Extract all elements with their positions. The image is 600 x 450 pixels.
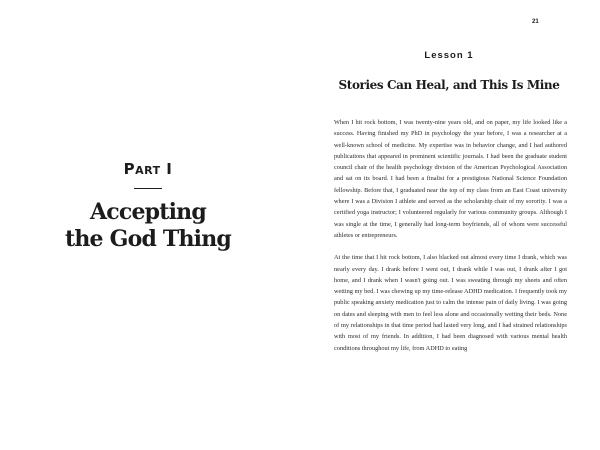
part-opener	[50, 150, 246, 253]
lesson-body	[334, 117, 567, 365]
part-divider	[134, 188, 162, 189]
lesson-title: Stories Can Heal, and This Is Mine	[338, 78, 560, 92]
body-paragraph-1: When I hit rock bottom, I was twenty-nine years old, and on paper, my life looked like a success. Having finished my PhD in psychology the year before, I was a researcher at a well-known school of medicine. My expertise was in behavior change, and I had authored publications that appeared in prominent scientific journals. I had been the graduate student council chair of the health psychology division of the American Psychological Association and sat on its board. I had been a finalist for a prestigious National Science Foundation fellowship. Before that, I graduated near the top of my class from an East Coast university where I was a Division I athlete and served as the scholarship chair of my sorority. I was a certified yoga instructor; I volunteered regularly for various community groups. Although I was single at the time, I generally had long-term boyfriends, all of whom were successful athletes or entrepreneurs.	[334, 119, 567, 239]
part-title: Accepting the God Thing	[64, 199, 232, 252]
part-label: Part I	[123, 160, 173, 178]
lesson-label: Lesson 1	[424, 50, 474, 61]
body-paragraph-2: At the time that I hit rock bottom, I also blacked out almost every time I drank, which was nearly every day. I drank before I went out, I drank while I was out, I drank after I got home, and I drank when I wasn't going out. I was sweating through my sheets and often wetting my bed. I was chewing up my time-release ADHD medication. I frequently took my public speaking anxiety medication just to calm the intense pain of daily living. I was going on dates and sleeping with men to feel less alone and occasionally wetting their beds. None of my relationships in that time period had lasted very long, and I had strained relationships with most of my friends. In addition, I had been diagnosed with various mental health conditions throughout my life, from ADHD to eating	[334, 254, 567, 352]
page-number: 21	[532, 19, 539, 25]
